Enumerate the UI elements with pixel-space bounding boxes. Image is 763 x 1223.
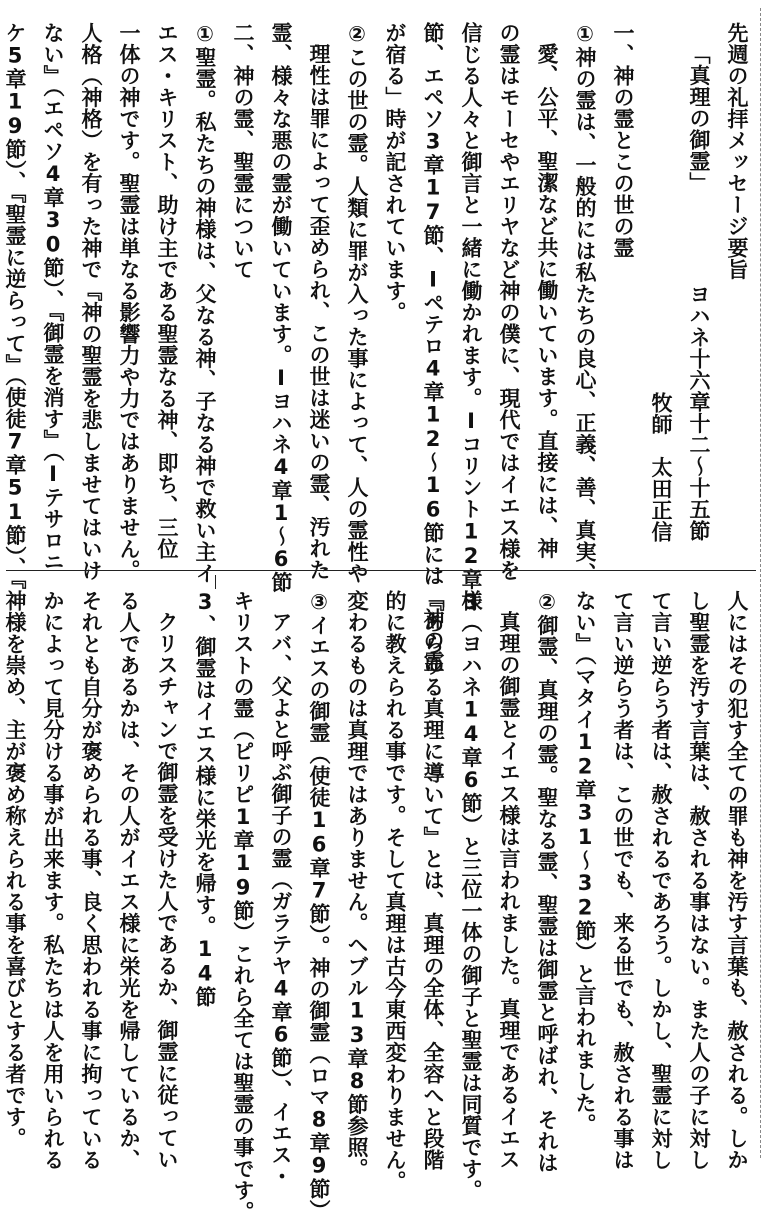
text-line: 変わるものは真理ではありません。ヘブル13章8節参照。 [345,590,369,1180]
text-line: 的に教えられる事です。そして真理は古今東西変わりません。 [383,590,407,1192]
text-line: 愛、公平、聖潔など共に働いています。直接には、神 [535,43,559,559]
text-line: 理性は罪によって歪められ、この世は迷いの霊、汚れた [307,43,331,581]
author: 牧師 太田正信 [649,392,673,543]
text-line: 一、神の霊とこの世の霊 [611,22,635,259]
dashed-cut-line [760,8,761,1158]
text-line: 様（ヨハネ14章6節）と三位一体の御子と聖霊は同質です。 [459,590,483,1201]
text-line: 二、神の霊、聖霊について [231,22,255,280]
heading: 先週の礼拝メッセージ要旨 [725,22,749,280]
text-line: が宿る」時が記されています。 [383,22,407,323]
text-line: ケ5章19節）、『聖霊に逆らって』（使徒7章51節）、『 [3,22,27,590]
text-line: ①神の霊は、一般的には私たちの良心、正義、善、真実、 [573,22,597,584]
text-line: 神様を崇め、主が褒め称えられる事を喜びとする者です。 [3,590,27,1149]
text-line: キリストの霊（ピリピ1章19節）これら全ては聖霊の事です。 [231,590,255,1223]
text-line: ない』（エペソ4章30節）、『御霊を消す』（Ⅰテサロニ [41,22,65,573]
text-line: し聖霊を汚す言葉は、赦される事はない。また人の子に対し [687,590,711,1171]
divider-tick [215,575,224,589]
text-line: る人であるかは、その人がイエス様に栄光を帰しているか、 [117,590,141,1171]
text-line: 信じる人々と御言と一緒に働かれます。Ⅰコリント12章3 [459,22,483,615]
text-line: ない』（マタイ12章31〜32節）と言われました。 [573,590,597,1135]
text-line: ③イエスの御霊（使徒16章7節）。神の御霊（ロマ8章9節） [307,590,331,1221]
text-line: 節、エペソ3章17節、Ⅰペテロ4章12〜16節には「神の霊 [421,22,445,673]
section-divider [6,570,756,571]
text-line: 3、御霊はイエス様に栄光を帰す。14節 [193,590,217,1008]
text-line: て言い逆らう者は、この世でも、来る世でも、赦される事は [611,590,635,1171]
bottom-text-block [3,590,756,1223]
top-text-block [3,22,756,673]
text-line: 一体の神です。聖霊は単なる影響力や力ではありません。 [117,22,141,581]
sermon-title: 「真理の御霊」ヨハネ十六章十二〜十五節 [687,43,711,542]
text-line: かによって見分ける事が出来ます。私たちは人を用いられる [41,590,65,1171]
text-line: て言い逆らう者は、赦されるであろう。しかし、聖霊に対し [649,590,673,1171]
text-line: 真理の御霊とイエス様は言われました。真理であるイエス [497,611,521,1170]
author-line [642,22,680,557]
text-line: ②御霊、真理の霊。聖なる霊、聖霊は御霊と呼ばれ、それは [535,590,559,1174]
text-line: アバ、父よと呼ぶ御子の霊（ガラテヤ4章6節）、イエス・ [269,611,293,1187]
text-line: 霊、様々な悪の霊が働いています。Ⅰヨハネ4章1〜6節 [269,22,293,593]
text-line: クリスチャンで御霊を受けた人であるか、御霊に従ってい [155,611,179,1170]
text-line: 人格（神格）を有った神で『神の聖霊を悲しませてはいけ [79,22,103,581]
text-line: の霊はモーセやエリヤなど神の僕に、現代ではイエス様を [497,22,521,581]
scripture-ref: ヨハネ十六章十二〜十五節 [687,283,711,542]
text-line: エス・キリスト、助け主である聖霊なる神、即ち、三位 [155,22,179,560]
text-line: ①聖霊。私たちの神様は、父なる神、子なる神で救い主イ [193,22,217,584]
text-line: ②この世の霊。人類に罪が入った事によって、人の霊性や [345,22,369,584]
text-line: それとも自分が褒められる事、良く思われる事に拘っている [79,590,103,1171]
text-line: 人にはその犯す全ての罪も神を汚す言葉も、赦される。しか [725,590,749,1171]
text-line: 『あらゆる真理に導いて』とは、真理の全体、全容へと段階 [421,590,445,1171]
